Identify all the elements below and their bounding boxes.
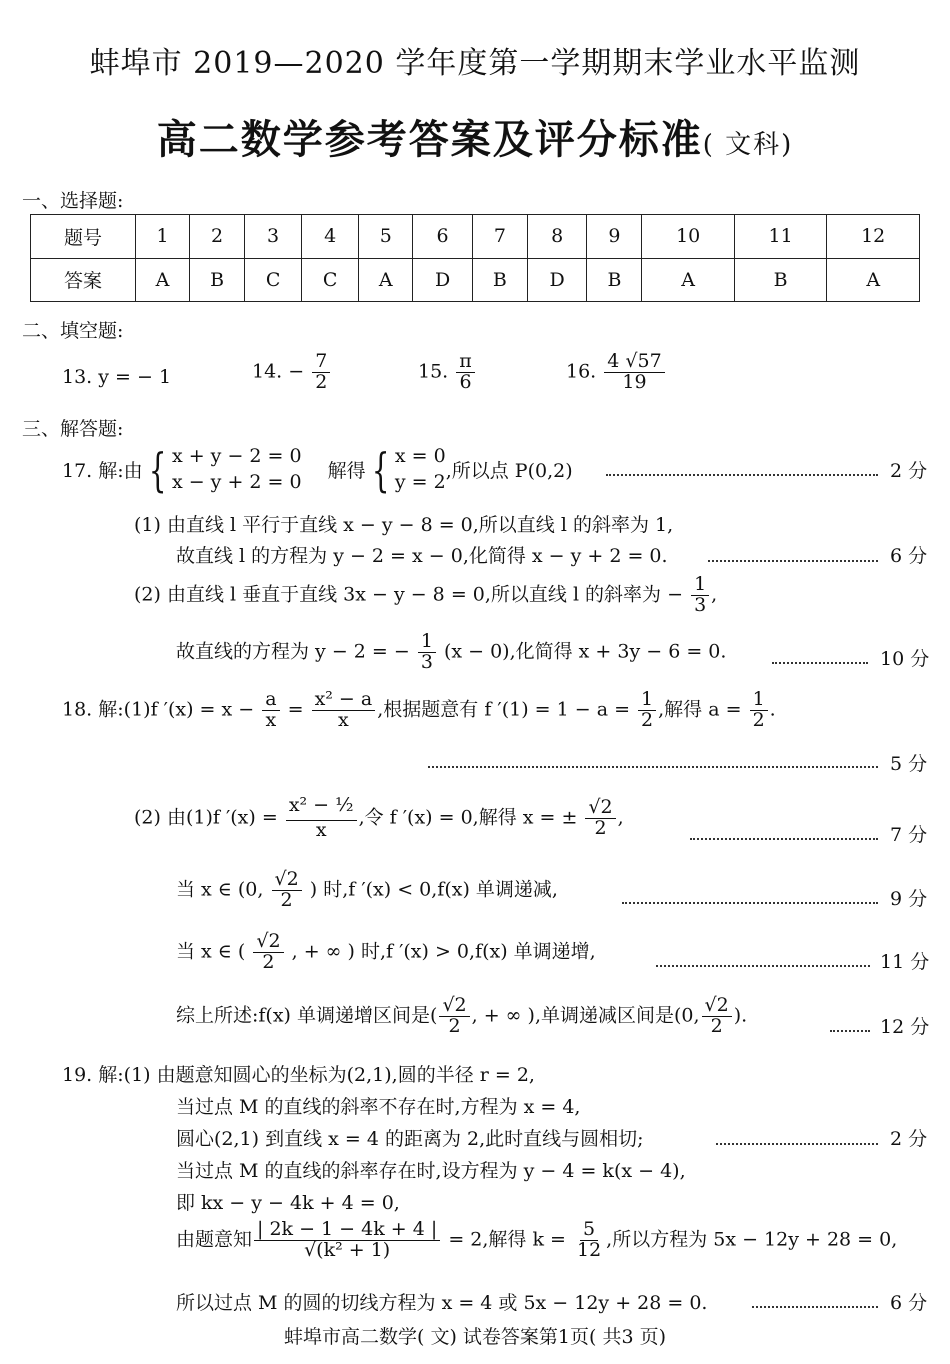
score: 2 分 [890,460,928,482]
p19-text-a: 由题意知 [176,1228,253,1251]
fraction [638,690,656,731]
p17-mid: 解得 [327,460,366,483]
p19-line6 [176,1220,897,1261]
p17-part1-line2: 故直线 l 的方程为 y − 2 = x − 0,化简得 x − y + 2 = 0. [176,545,668,567]
table-cell: 8 [527,215,587,259]
numerator: √2 [439,996,469,1017]
equation-system [395,444,446,495]
table-cell: 6 [413,215,473,259]
document-title-suffix: ( 文科) [702,130,794,160]
numerator: √2 [585,798,615,819]
equation: y = 2 [394,470,446,493]
fraction [456,352,475,393]
leader-dots [752,1306,878,1308]
fraction [574,1220,604,1261]
fraction [312,352,330,393]
denominator: 2 [448,1014,461,1037]
p18-interval-text-a: 当 x ∈ (0, [176,878,264,901]
p19-line2: 当过点 M 的直线的斜率不存在时,方程为 x = 4, [176,1096,581,1118]
table-cell: 4 [302,215,359,259]
leader-dots [708,560,878,562]
p19-line5: 即 kx − y − 4k + 4 = 0, [176,1192,400,1214]
equation: x − y + 2 = 0 [171,470,302,493]
fraction [272,870,302,911]
p18-summary-text-c: ). [733,1004,748,1027]
p19-line3: 圆心(2,1) 到直线 x = 4 的距离为 2,此时直线与圆相切; [176,1128,644,1150]
p18-interval-text-b: ) 时,f ′(x) < 0,f(x) 单调递减, [309,878,558,901]
score: 6 分 [890,545,928,567]
fraction [254,1220,440,1261]
brace-icon: { [148,442,167,497]
answer-13: 13. y = − 1 [62,366,172,388]
section-solve-label: 三、解答题: [22,418,124,440]
p18-interval-text-a: 当 x ∈ ( [176,940,246,963]
fraction [262,690,279,731]
page-footer: 蚌埠市高二数学( 文) 试卷答案第1页( 共3 页) [284,1326,666,1348]
p17-part2-line1 [134,575,717,616]
p18-part2-line4 [176,996,747,1037]
table-cell: 10 [642,215,734,259]
numerator: 1 [750,690,768,711]
table-cell: B [190,258,245,302]
table-cell: 11 [734,215,826,259]
denominator: 2 [752,708,765,731]
p19-line1: 19. 解:(1) 由题意知圆心的坐标为(2,1),圆的半径 r = 2, [62,1064,535,1086]
p18-summary-text-b: , + ∞ ),单调递减区间是(0, [471,1004,700,1027]
leader-dots [772,662,868,664]
p17-part2-text-a: 故直线的方程为 y − 2 = − [176,640,410,663]
table-cell: B [472,258,527,302]
p17-part2-text-b: (x − 0),化简得 x + 3y − 6 = 0. [443,640,727,663]
p18-part2-line2 [176,870,558,911]
numerator: x² − ½ [286,796,357,821]
equals: = [287,698,304,721]
denominator: √(k² + 1) [304,1238,391,1261]
table-cell: B [734,258,826,302]
numerator: 1 [691,575,709,596]
p18-summary-text-a: 综上所述:f(x) 单调递增区间是( [176,1004,438,1027]
numerator: √2 [272,870,302,891]
p17-lead: 17. 解:由 [62,460,143,483]
fraction [702,996,732,1037]
punctuation: , [617,806,624,829]
table-cell: D [527,258,587,302]
table-cell: D [413,258,473,302]
table-cell: 12 [827,215,920,259]
numerator: x² − a [312,690,376,711]
numerator: 4 √57 [604,352,664,373]
answer-16-prefix: 16. [566,360,597,383]
equation: x = 0 [394,445,446,467]
score: 5 分 [890,753,928,775]
denominator: 2 [641,708,654,731]
leader-dots [690,838,878,840]
fraction [418,632,436,673]
table-cell: 3 [245,215,302,259]
leader-dots [622,902,878,904]
document-title [0,108,950,165]
brace-icon: { [371,442,390,497]
table-cell: 5 [359,215,413,259]
answer-15-prefix: 15. [418,360,449,383]
table-cell: 7 [472,215,527,259]
p18-part2-text-b: ,令 f ′(x) = 0,解得 x = ± [358,806,578,829]
p18-lead: 18. 解:(1)f ′(x) = x − [62,698,255,721]
table-cell: A [642,258,734,302]
numerator: √2 [702,996,732,1017]
answer-14-prefix: 14. − [252,360,305,383]
score: 12 分 [880,1016,930,1038]
numerator: | 2k − 1 − 4k + 4 | [254,1220,440,1241]
denominator: 2 [262,950,275,973]
p18-part2-text-a: (2) 由(1)f ′(x) = [134,806,278,829]
fraction [312,690,376,731]
table-cell: A [359,258,413,302]
leader-dots [656,965,870,967]
p19-line7: 所以过点 M 的圆的切线方程为 x = 4 或 5x − 12y + 28 = 0. [176,1292,708,1314]
answer-table-row-answers [31,258,920,302]
table-cell: C [302,258,359,302]
p17-line1 [62,444,573,495]
denominator: x [265,708,277,731]
denominator: 3 [420,650,433,673]
answer-table-row-numbers [31,215,920,259]
table-cell: 9 [587,215,642,259]
numerator: √2 [253,932,283,953]
denominator: 2 [710,1014,723,1037]
score: 10 分 [880,648,930,670]
fraction [253,932,283,973]
table-cell: C [245,258,302,302]
answer-14 [252,352,332,393]
fraction [286,796,357,841]
score: 6 分 [890,1292,928,1314]
table-cell: 2 [190,215,245,259]
denominator: 2 [594,816,607,839]
denominator: 19 [622,370,647,393]
p18-line1 [62,690,776,731]
p18-mid: ,根据题意有 f ′(1) = 1 − a = [377,698,630,721]
p17-part2-line2 [176,632,726,673]
denominator: 2 [280,888,293,911]
numerator: 7 [312,352,330,373]
fraction [439,996,469,1037]
punctuation: . [769,698,776,721]
equation: x + y − 2 = 0 [171,445,302,467]
p18-mid2: ,解得 a = [658,698,742,721]
denominator: 6 [459,370,472,393]
leader-dots [428,766,878,768]
answer-16 [566,352,667,393]
p17-part1-line1: (1) 由直线 l 平行于直线 x − y − 8 = 0,所以直线 l 的斜率为 1, [134,514,674,536]
answer-15 [418,352,477,393]
table-cell: 1 [136,215,190,259]
leader-dots [716,1143,878,1145]
numerator: a [262,690,279,711]
table-cell: A [136,258,190,302]
table-cell: B [587,258,642,302]
score: 11 分 [880,951,930,973]
fraction [750,690,768,731]
leader-dots [830,1030,870,1032]
table-header-question: 题号 [31,215,136,259]
score: 7 分 [890,824,928,846]
p19-line4: 当过点 M 的直线的斜率存在时,设方程为 y − 4 = k(x − 4), [176,1160,686,1182]
p17-part2-text: (2) 由直线 l 垂直于直线 3x − y − 8 = 0,所以直线 l 的斜率为 − [134,583,684,606]
numerator: 5 [580,1220,598,1241]
exam-title: 蚌埠市 2019—2020 学年度第一学期期末学业水平监测 [89,46,861,81]
score: 9 分 [890,888,928,910]
table-cell: A [827,258,920,302]
denominator: 2 [315,370,328,393]
section-choice-label: 一、选择题: [22,190,124,212]
p19-text-c: ,所以方程为 5x − 12y + 28 = 0, [606,1228,898,1251]
section-fill-label: 二、填空题: [22,320,124,342]
answer-table [30,214,920,302]
fraction [585,798,615,839]
p18-part2-line1 [134,796,624,841]
p18-part2-line3 [176,932,596,973]
leader-dots [606,474,878,476]
numerator: π [456,352,475,373]
p18-interval-text-b: , + ∞ ) 时,f ′(x) > 0,f(x) 单调递增, [291,940,596,963]
document-title-main: 高二数学参考答案及评分标准 [156,116,703,163]
fraction [604,352,664,393]
score: 2 分 [890,1128,928,1150]
denominator: 3 [694,593,707,616]
denominator: x [315,818,327,841]
denominator: 12 [576,1238,602,1261]
punctuation: , [711,583,718,606]
numerator: 1 [638,690,656,711]
numerator: 1 [418,632,436,653]
p17-tail: ,所以点 P(0,2) [445,460,573,483]
table-header-answer: 答案 [31,258,136,302]
equation-system [172,444,302,495]
denominator: x [338,708,349,731]
p19-text-b: = 2,解得 k = [448,1228,566,1251]
fraction [691,575,709,616]
